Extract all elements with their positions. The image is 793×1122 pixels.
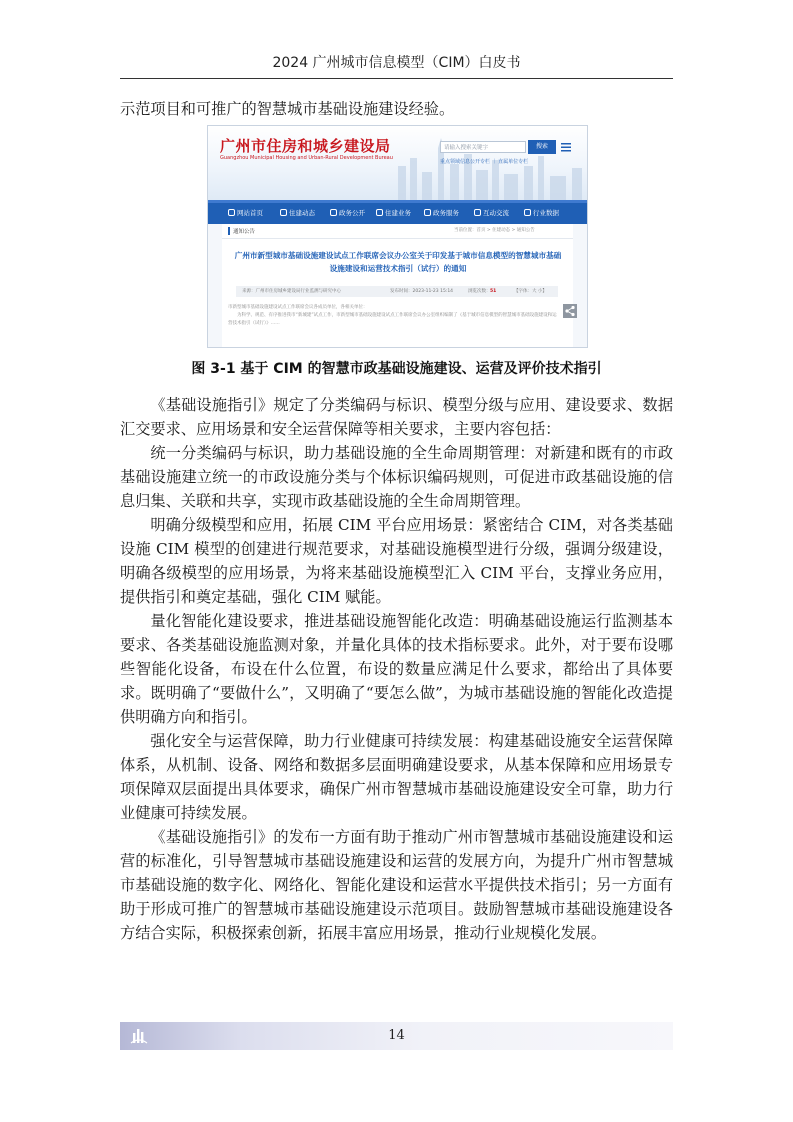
- site-banner: [208, 126, 587, 200]
- article-panel: [222, 224, 573, 347]
- paragraph: 量化智能化建设要求，推进基础设施智能化改造：明确基础设施运行监测基本要求、各类基础设施监测对象，并量化具体的技术指标要求。此外，对于要布设哪些智能化设备，布设在什么位置，布设的数量应满足什么要求，都给出了具体要求。既明确了“要做什么”，又明确了“要怎么做”，为城市基础设施的智能化改造提供明确方向和指引。: [120, 612, 673, 726]
- article-body-line: 市新型城市基础设施建设试点工作联席会议各成员单位，各相关单位：: [228, 305, 368, 310]
- nav-item-gov-open[interactable]: 政务公开: [330, 208, 365, 217]
- nav-item-interaction[interactable]: 互动交流: [474, 208, 509, 217]
- article-body-line: 为科学、规范、有序推进我市“新城建”试点工作，市新型城市基础设施建设试点工作联席会议办公室组织编制了《基于城市信息模型的智慧城市基础设施建设和运营技术指引（试行）》……: [228, 313, 557, 326]
- nav-item-business[interactable]: 住建业务: [376, 208, 411, 217]
- article-title: 广州市新型城市基础设施建设试点工作联席会议办公室关于印发基于城市信息模型的智慧城市基础设施建设和运营技术指引（试行）的通知: [234, 251, 562, 273]
- section-label: 通知公告: [228, 227, 255, 235]
- nav-item-home[interactable]: 网站首页: [228, 208, 263, 217]
- share-icon[interactable]: [563, 304, 577, 318]
- site-logo-subtitle: Guangzhou Municipal Housing and Urban-Rural Development Bureau: [220, 155, 393, 161]
- font-size-toggle[interactable]: 【字体：大 小】: [514, 289, 547, 294]
- news-icon: [280, 209, 287, 216]
- website-screenshot-figure: [207, 125, 588, 348]
- menu-icon[interactable]: [560, 140, 572, 154]
- paragraph: 统一分类编码与标识，助力基础设施的全生命周期管理：对新建和既有的市政基础设施建立统一的市政设施分类与个体标识编码规则，可促进市政基础设施的信息归集、关联和共享，实现市政基础设施的全生命周期管理。: [120, 444, 673, 510]
- running-header: 2024 广州城市信息模型（CIM）白皮书: [120, 52, 673, 79]
- article-topbar: [222, 224, 573, 239]
- article-views-label: 浏览次数：: [468, 289, 491, 294]
- nav-item-services[interactable]: 政务服务: [424, 208, 459, 217]
- article-body: [228, 304, 558, 328]
- home-icon: [228, 209, 235, 216]
- nav-item-data[interactable]: 行业数据: [524, 208, 559, 217]
- document-icon: [330, 209, 337, 216]
- footer-band: [120, 1022, 673, 1050]
- search-button[interactable]: 搜索: [528, 140, 556, 154]
- body-text: [120, 393, 673, 945]
- paragraph: 明确分级模型和应用，拓展 CIM 平台应用场景：紧密结合 CIM，对各类基础设施 CIM 模型的创建进行规范要求，对基础设施模型进行分级，强调分级建设，明确各级模型的应用场景，为将来基础设施模型汇入 CIM 平台，支撑业务应用，提供指引和奠定基础，强化 CIM 赋能。: [120, 516, 673, 606]
- chat-icon: [474, 209, 481, 216]
- search-input[interactable]: 请输入搜索关键字: [440, 141, 526, 153]
- site-logo-title: 广州市住房和城乡建设局: [220, 137, 391, 155]
- paragraph: 强化安全与运营保障，助力行业健康可持续发展：构建基础设施安全运营保障体系，从机制、设备、网络和数据多层面明确建设要求，从基本保障和应用场景专项保障双层面提出具体要求，确保广州市智慧城市基础设施建设安全可靠，助力行业健康可持续发展。: [120, 732, 673, 822]
- article-views: 51: [490, 289, 497, 294]
- article-date: 发布时间：2023-11-23 15:14: [390, 289, 454, 294]
- breadcrumb[interactable]: 当前位置：首页 > 住建动态 > 通知公告: [454, 228, 535, 233]
- chart-icon: [524, 209, 531, 216]
- nav-item-news[interactable]: 住建动态: [280, 208, 315, 217]
- article-meta-bar: [236, 286, 558, 297]
- site-nav-bar: [208, 200, 587, 224]
- article-source: 来源：广州市住房城乡建设局行业监测与研究中心: [242, 289, 341, 294]
- quick-links[interactable]: 重点领域信息公开专栏 ｜ 直属单位专栏: [440, 159, 529, 165]
- page-number: 14: [388, 1028, 405, 1043]
- service-icon: [424, 209, 431, 216]
- lead-paragraph: 示范项目和可推广的智慧城市基础设施建设经验。: [120, 100, 455, 118]
- paragraph: 《基础设施指引》的发布一方面有助于推动广州市智慧城市基础设施建设和运营的标准化，引导智慧城市基础设施建设和运营的发展方向，为提升广州市智慧城市基础设施的数字化、网络化、智能化建设和运营水平提供技术指引；另一方面有助于形成可推广的智慧城市基础设施建设示范项目。鼓励智慧城市基础设施建设各方结合实际，积极探索创新，拓展丰富应用场景，推动行业规模化发展。: [120, 828, 673, 942]
- paragraph: 《基础设施指引》规定了分类编码与标识、模型分级与应用、建设要求、数据汇交要求、应用场景和安全运营保障等相关要求，主要内容包括：: [120, 396, 673, 438]
- layers-icon: [376, 209, 383, 216]
- figure-caption: 图 3-1 基于 CIM 的智慧市政基础设施建设、运营及评价技术指引: [191, 361, 602, 377]
